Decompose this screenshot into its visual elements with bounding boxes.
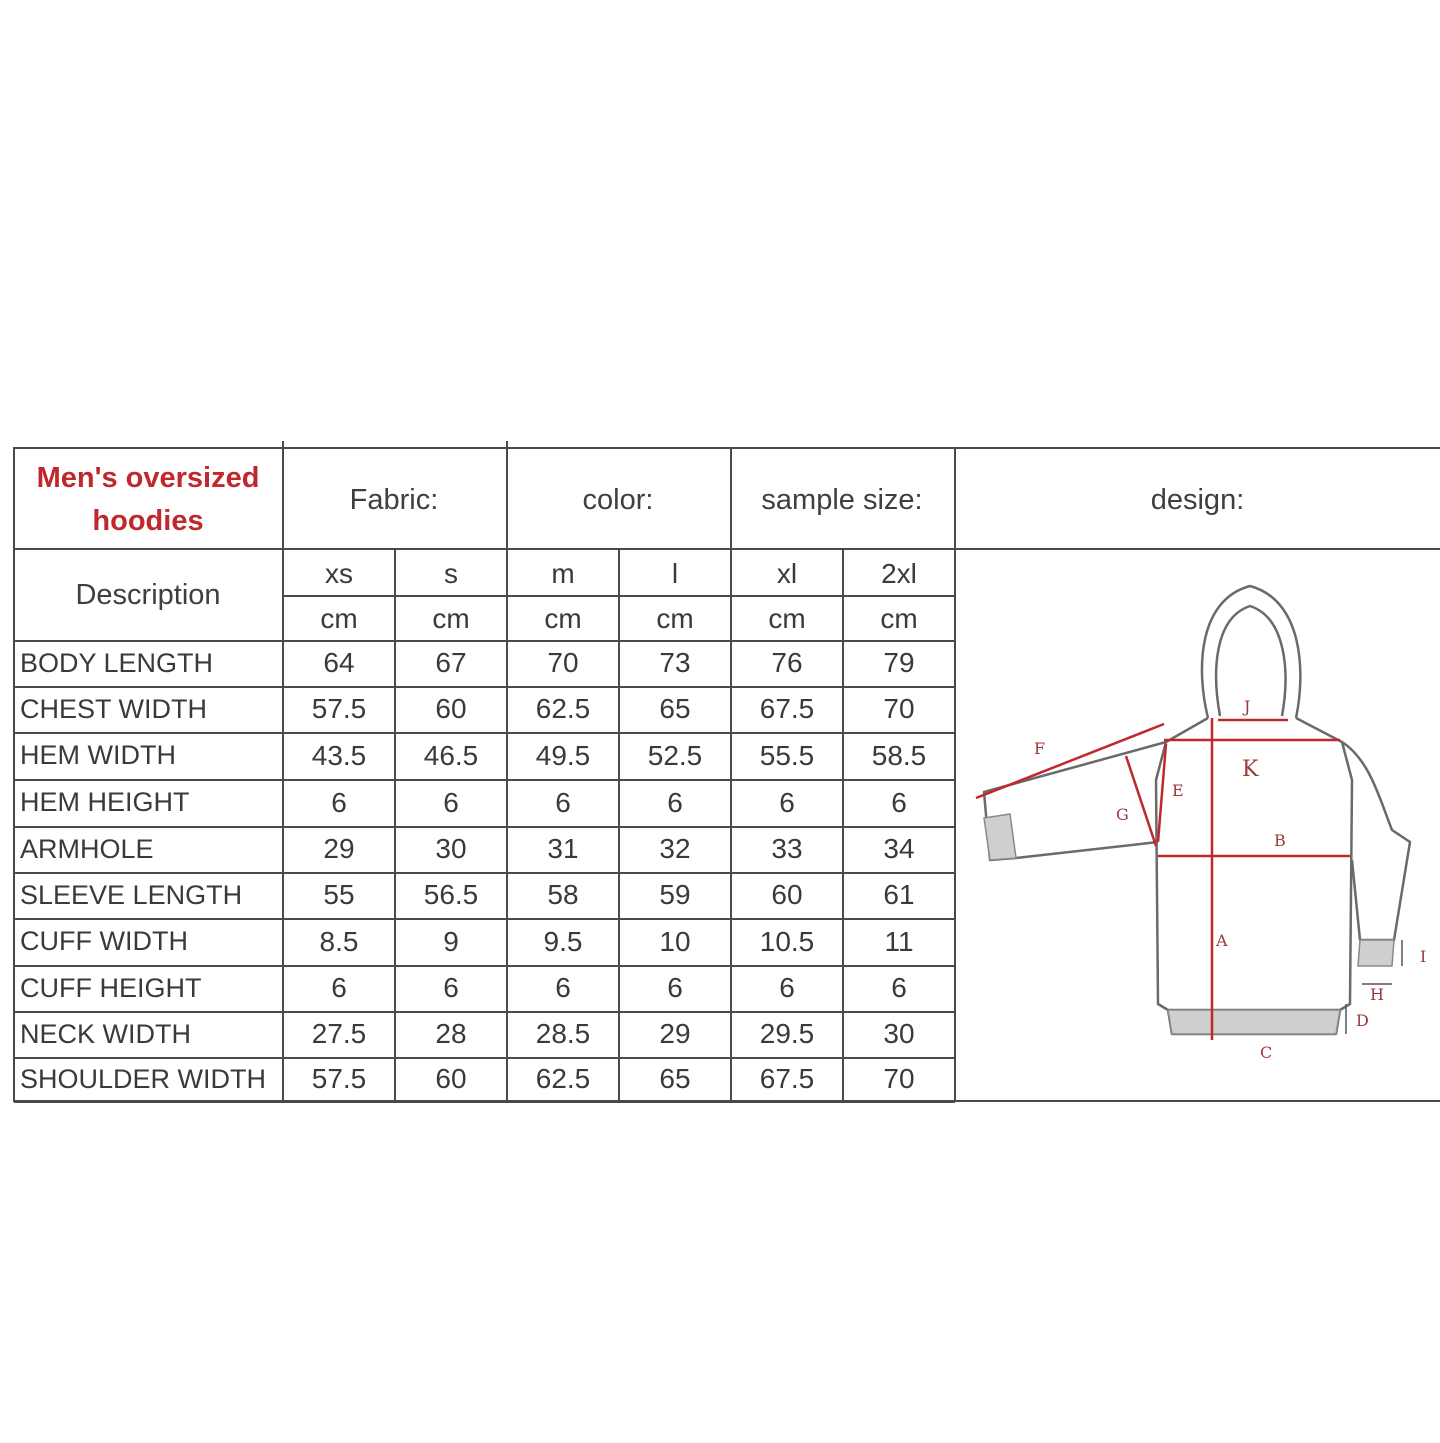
unit-cell: cm [768, 603, 806, 634]
table-cell: 60 [435, 693, 467, 724]
row-label: SLEEVE LENGTH [20, 879, 243, 910]
table-cell: 29 [323, 833, 355, 864]
table-cell: 62.5 [535, 693, 591, 724]
table-cell: 55 [323, 879, 355, 910]
size-header-xl: xl [776, 558, 798, 589]
grid-column-line [506, 441, 508, 1102]
table-cell: 70 [883, 1063, 915, 1094]
diagram-letter-i: I [1420, 947, 1427, 966]
diagram-letter-j: J [1244, 697, 1251, 716]
row-label: HEM HEIGHT [20, 787, 190, 817]
grid-row-line [14, 965, 955, 967]
row-label: CHEST WIDTH [20, 693, 207, 724]
table-cell: 43.5 [311, 739, 367, 771]
diagram-letter-a: A [1216, 931, 1228, 950]
table-cell: 27.5 [311, 1018, 367, 1049]
table-cell: 70 [547, 647, 579, 678]
table-cell: 6 [667, 786, 683, 818]
table-cell: 56.5 [423, 879, 479, 910]
table-cell: 58 [547, 879, 579, 910]
grid-row-line [14, 779, 955, 781]
row-label: CUFF HEIGHT [20, 972, 202, 1003]
description-header: Description [75, 578, 221, 611]
grid-column-line [842, 550, 844, 1102]
size-header-2xl: 2xl [881, 558, 917, 589]
diagram-letter-f: F [1034, 739, 1046, 758]
diagram-letter-e: E [1172, 781, 1184, 800]
table-cell: 64 [323, 647, 355, 678]
table-cell: 30 [883, 1018, 915, 1049]
table-cell: 31 [547, 833, 579, 864]
chart-title [14, 452, 282, 548]
table-cell: 65 [659, 1063, 691, 1094]
unit-cell: cm [880, 603, 918, 634]
unit-cell: cm [544, 603, 582, 634]
sample-size-header: sample size: [761, 483, 923, 516]
row-label: SHOULDER WIDTH [20, 1063, 267, 1094]
table-cell: 52.5 [647, 739, 703, 771]
table-cell: 62.5 [535, 1063, 591, 1094]
table-cell: 9 [443, 925, 459, 957]
table-cell: 46.5 [423, 739, 479, 771]
table-cell: 34 [883, 833, 915, 864]
grid-column-line [13, 447, 15, 1102]
table-cell: 8.5 [319, 925, 359, 957]
table-cell: 6 [331, 786, 347, 818]
grid-row-line [14, 872, 955, 874]
table-cell: 29 [659, 1018, 691, 1049]
grid-row-line [14, 1057, 955, 1059]
row-label: HEM WIDTH [20, 740, 176, 770]
grid-column-line [282, 441, 284, 1102]
color-header: color: [582, 483, 654, 516]
row-label: NECK WIDTH [20, 1018, 191, 1049]
diagram-letter-b: B [1274, 831, 1286, 850]
table-cell: 76 [771, 647, 803, 678]
table-cell: 28 [435, 1018, 467, 1049]
table-cell: 30 [435, 833, 467, 864]
table-cell: 6 [331, 972, 347, 1003]
grid-row-line [14, 918, 955, 920]
table-cell: 67 [435, 647, 467, 678]
table-cell: 6 [667, 972, 683, 1003]
table-cell: 33 [771, 833, 803, 864]
table-cell: 9.5 [543, 925, 583, 957]
table-cell: 11 [884, 925, 914, 957]
grid-row-line [14, 1100, 1440, 1102]
size-header-s: s [444, 558, 458, 589]
table-cell: 61 [883, 879, 915, 910]
table-cell: 6 [443, 786, 459, 818]
chart-title-line-1: Men's oversized [36, 462, 260, 494]
grid-column-line [730, 447, 732, 1102]
table-cell: 10.5 [759, 925, 815, 957]
table-cell: 79 [883, 647, 915, 678]
row-label: CUFF WIDTH [20, 926, 188, 956]
row-label: ARMHOLE [20, 833, 154, 864]
table-cell: 70 [883, 693, 915, 724]
table-cell: 6 [891, 786, 907, 818]
table-cell: 6 [779, 786, 795, 818]
unit-cell: cm [432, 603, 470, 634]
design-header: design: [1150, 483, 1245, 516]
table-cell: 29.5 [759, 1018, 815, 1049]
grid-row-line [14, 548, 1440, 550]
grid-column-line [954, 447, 956, 1102]
table-cell: 55.5 [759, 739, 815, 771]
size-header-l: l [671, 558, 679, 589]
table-cell: 6 [443, 972, 459, 1003]
hoodie-measurement-diagram-icon [960, 560, 1430, 1090]
grid-row-line [14, 686, 955, 688]
size-header-xs: xs [325, 558, 353, 589]
grid-row-line [14, 732, 955, 734]
diagram-letter-k: K [1242, 757, 1259, 782]
table-cell: 6 [891, 972, 907, 1003]
table-cell: 6 [555, 786, 571, 818]
diagram-letter-d: D [1356, 1011, 1369, 1030]
table-cell: 57.5 [311, 693, 367, 724]
table-cell: 60 [435, 1063, 467, 1094]
grid-row-line [14, 447, 1440, 449]
table-cell: 73 [659, 647, 691, 678]
table-cell: 65 [659, 693, 691, 724]
table-cell: 59 [659, 879, 691, 910]
table-cell: 57.5 [311, 1063, 367, 1094]
row-label: BODY LENGTH [20, 647, 214, 678]
table-cell: 32 [659, 833, 691, 864]
grid-row-line [14, 640, 955, 642]
diagram-letter-c: C [1260, 1043, 1273, 1062]
table-cell: 10 [659, 925, 691, 957]
grid-column-line [618, 550, 620, 1102]
grid-row-line [14, 826, 955, 828]
unit-cell: cm [320, 603, 358, 634]
diagram-letter-g: G [1116, 805, 1129, 824]
grid-row-line [14, 1011, 955, 1013]
table-cell: 6 [555, 972, 571, 1003]
grid-column-line [394, 550, 396, 1102]
size-header-m: m [551, 558, 575, 589]
chart-title-line-2: hoodies [92, 505, 204, 537]
table-cell: 67.5 [759, 693, 815, 724]
unit-cell: cm [656, 603, 694, 634]
table-cell: 6 [779, 972, 795, 1003]
table-cell: 49.5 [535, 739, 591, 771]
table-cell: 67.5 [759, 1063, 815, 1094]
diagram-letter-h: H [1370, 985, 1384, 1004]
fabric-header: Fabric: [349, 483, 439, 516]
table-cell: 60 [771, 879, 803, 910]
table-cell: 58.5 [871, 739, 927, 771]
table-cell: 28.5 [535, 1018, 591, 1049]
